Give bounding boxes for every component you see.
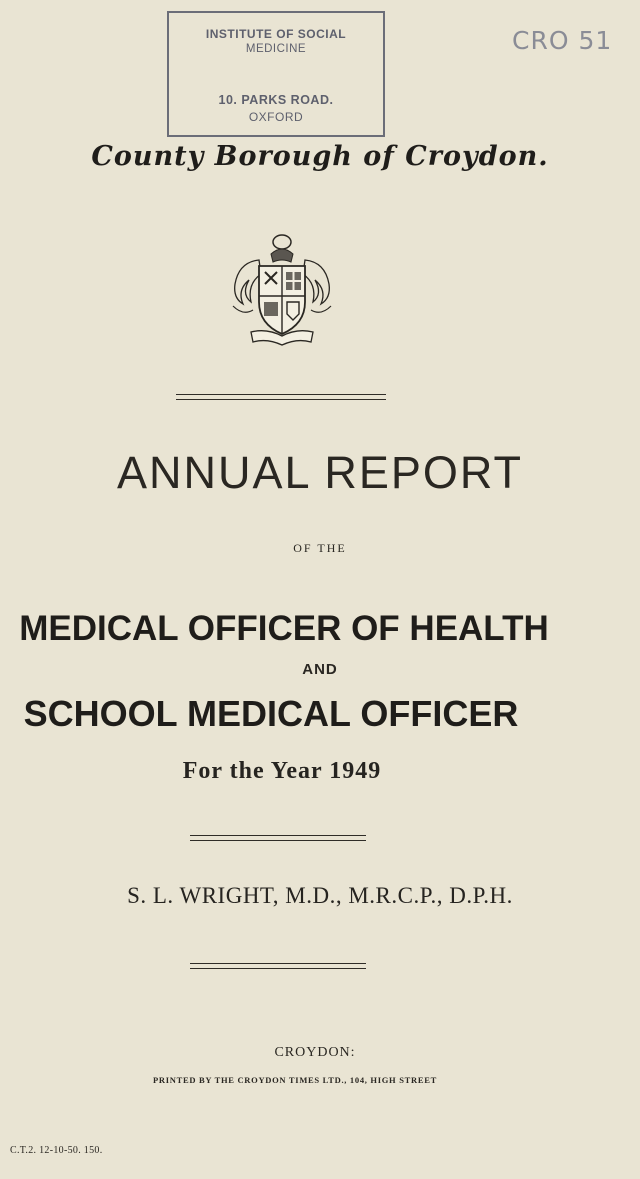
divider-rule bbox=[176, 394, 386, 395]
handwritten-catalogue-note: CRO 51 bbox=[512, 26, 613, 55]
divider-rule bbox=[190, 840, 366, 841]
borough-title: County Borough of Croydon. bbox=[91, 141, 549, 172]
divider-rule bbox=[190, 835, 366, 836]
printer-line: PRINTED BY THE CROYDON TIMES LTD., 104, HIGH STREET bbox=[153, 1075, 437, 1085]
divider-rule bbox=[190, 968, 366, 969]
stamp-line-1: INSTITUTE OF SOCIAL bbox=[205, 27, 347, 41]
imprint-city: CROYDON: bbox=[274, 1045, 356, 1060]
and-label: AND bbox=[302, 661, 338, 678]
divider-rule bbox=[190, 963, 366, 964]
print-reference: C.T.2. 12-10-50. 150. bbox=[10, 1145, 103, 1156]
coat-of-arms-icon bbox=[229, 232, 335, 348]
report-year: For the Year 1949 bbox=[182, 758, 382, 784]
stamp-line-2: MEDICINE bbox=[245, 43, 307, 55]
school-medical-officer-heading: SCHOOL MEDICAL OFFICER bbox=[23, 693, 519, 734]
stamp-line-4: OXFORD bbox=[248, 110, 304, 124]
divider-rule bbox=[176, 399, 386, 400]
of-the-label: OF THE bbox=[293, 541, 347, 555]
library-stamp bbox=[167, 11, 385, 137]
report-title: ANNUAL REPORT bbox=[116, 447, 524, 498]
medical-officer-heading: MEDICAL OFFICER OF HEALTH bbox=[19, 609, 549, 648]
stamp-line-3: 10. PARKS ROAD. bbox=[218, 93, 334, 107]
author-credentials: S. L. WRIGHT, M.D., M.R.C.P., D.P.H. bbox=[127, 883, 513, 908]
